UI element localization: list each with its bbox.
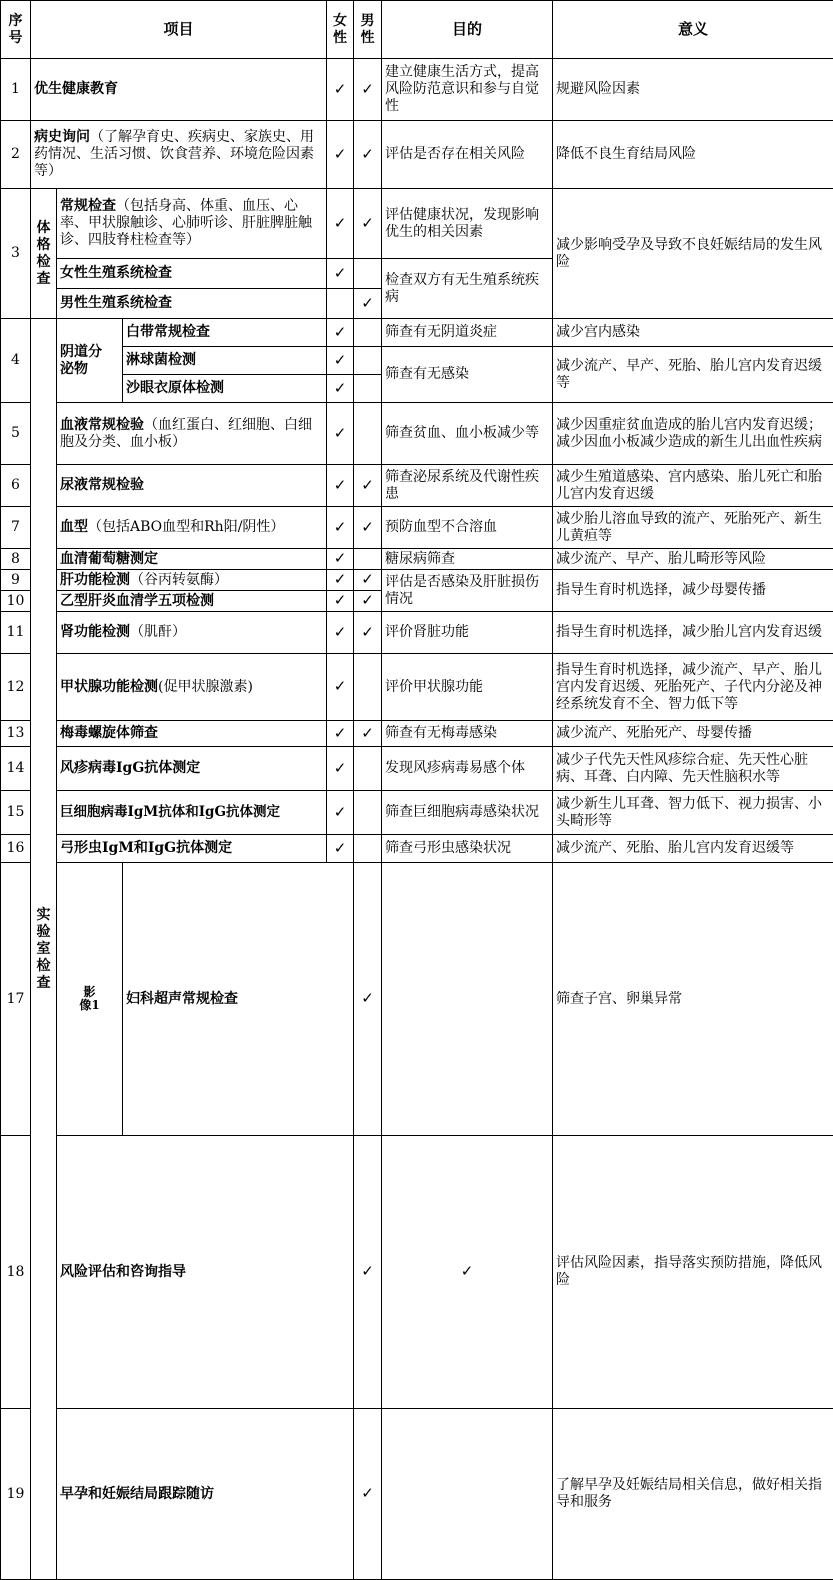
- female-check: [327, 121, 354, 189]
- check-mark-icon: ✓: [361, 145, 374, 163]
- male-check: [354, 59, 382, 121]
- item-note: （包括ABO血型和Rh阳/阴性）: [88, 519, 284, 535]
- group-physical-exam: 体 格 检 查: [31, 189, 57, 319]
- table-row: [1, 1136, 833, 1409]
- purpose-cell: 筛查弓形虫感染状况: [382, 835, 553, 863]
- male-check: [354, 591, 382, 612]
- male-check: [382, 1136, 553, 1409]
- purpose-cell: 筛查有无感染: [382, 347, 553, 403]
- meaning-cell: 减少因重症贫血造成的胎儿宫内发育迟缓；减少因血小板减少造成的新生儿出血性疾病: [553, 403, 833, 465]
- meaning-cell: 指导生育时机选择，减少胎儿宫内发育迟缓: [553, 612, 833, 654]
- item-cell: [57, 570, 327, 591]
- table-row: [1, 654, 833, 721]
- item-note: （血红蛋白、红细胞、白细胞及分类、血小板）: [60, 417, 312, 450]
- female-check: [327, 259, 354, 289]
- check-mark-icon: ✓: [334, 623, 347, 641]
- header-row: [1, 1, 833, 59]
- purpose-cell: 评价肾脏功能: [382, 612, 553, 654]
- item-cell: [123, 347, 327, 375]
- row-number: 14: [1, 747, 31, 791]
- item-cell: [123, 863, 354, 1136]
- row-number: 18: [1, 1136, 31, 1409]
- table-row: [1, 570, 833, 591]
- item-name: 白带常规检查: [126, 324, 210, 340]
- check-mark-icon: ✓: [334, 80, 347, 98]
- row-number: 6: [1, 465, 31, 507]
- male-check: [354, 570, 382, 591]
- female-check: [327, 835, 354, 863]
- female-check: [327, 654, 354, 721]
- item-cell: [57, 747, 327, 791]
- group-imaging: 影 像1: [57, 863, 123, 1136]
- vaginal-group-label: 阴道分 泌物: [57, 319, 123, 403]
- check-mark-icon: ✓: [334, 379, 347, 397]
- male-check: [382, 1409, 553, 1580]
- item-name: 尿液常规检验: [60, 477, 144, 493]
- check-mark-icon: ✓: [334, 724, 347, 742]
- meaning-cell: 减少流产、早产、胎儿畸形等风险: [553, 549, 833, 570]
- male-check: [382, 863, 553, 1136]
- row-number: 19: [1, 1409, 31, 1580]
- check-mark-icon: ✓: [334, 214, 347, 232]
- check-mark-icon: ✓: [361, 1262, 374, 1280]
- check-mark-icon: ✓: [334, 264, 347, 282]
- female-check: [354, 1409, 382, 1580]
- male-check: [354, 259, 382, 289]
- male-check: [354, 835, 382, 863]
- row-number: 4: [1, 319, 31, 403]
- purpose-cell: 了解早孕及妊娠结局相关信息，做好相关指导和服务: [553, 1409, 833, 1580]
- item-cell: [57, 591, 327, 612]
- table-row: [1, 319, 833, 347]
- item-cell: [31, 59, 327, 121]
- purpose-cell: 评估是否存在相关风险: [382, 121, 553, 189]
- header-item: 项目: [31, 1, 327, 59]
- purpose-cell: 筛查有无阴道炎症: [382, 319, 553, 347]
- female-check: [354, 863, 382, 1136]
- item-note: (促甲状腺激素): [158, 679, 253, 695]
- purpose-cell: 评估是否感染及肝脏损伤情况: [382, 570, 553, 612]
- purpose-cell: 评估风险因素，指导落实预防措施，降低风险: [553, 1136, 833, 1409]
- purpose-cell: 评价甲状腺功能: [382, 654, 553, 721]
- row-number: 12: [1, 654, 31, 721]
- item-name: 血清葡萄糖测定: [60, 551, 158, 567]
- item-cell: [57, 465, 327, 507]
- meaning-cell: 规避风险因素: [553, 59, 833, 121]
- female-check: [327, 375, 354, 403]
- check-mark-icon: ✓: [361, 591, 374, 609]
- male-check: [354, 507, 382, 549]
- female-check: [327, 549, 354, 570]
- item-name: 血型: [60, 519, 88, 535]
- check-mark-icon: ✓: [361, 476, 374, 494]
- meaning-cell: 降低不良生育结局风险: [553, 121, 833, 189]
- table-row: [1, 747, 833, 791]
- row-number: 10: [1, 591, 31, 612]
- table-row: [1, 465, 833, 507]
- meaning-cell: 减少流产、死胎、胎儿宫内发育迟缓等: [553, 835, 833, 863]
- row-number: 15: [1, 791, 31, 835]
- female-check: [327, 721, 354, 747]
- male-check: [354, 465, 382, 507]
- check-mark-icon: ✓: [334, 424, 347, 442]
- item-name: 常规检查: [60, 198, 116, 214]
- female-check: [327, 403, 354, 465]
- item-name: 女性生殖系统检查: [60, 265, 172, 281]
- female-check: [327, 465, 354, 507]
- item-cell: [123, 319, 327, 347]
- meaning-cell: 减少生殖道感染、宫内感染、胎儿死亡和胎儿宫内发育迟缓: [553, 465, 833, 507]
- header-male: 男 性: [354, 1, 382, 59]
- check-mark-icon: ✓: [361, 570, 374, 588]
- item-cell: [57, 1409, 354, 1580]
- table-row: [1, 507, 833, 549]
- item-name: 男性生殖系统检查: [60, 295, 172, 311]
- item-cell: [57, 549, 327, 570]
- table-row: [1, 835, 833, 863]
- male-check: [354, 347, 382, 375]
- item-name: 巨细胞病毒IgM抗体和IgG抗体测定: [60, 804, 280, 820]
- female-check: [354, 1136, 382, 1409]
- table-row: [1, 549, 833, 570]
- meaning-cell: 减少影响受孕及导致不良妊娠结局的发生风险: [553, 189, 833, 319]
- meaning-cell: 减少新生儿耳聋、智力低下、视力损害、小头畸形等: [553, 791, 833, 835]
- check-mark-icon: ✓: [334, 145, 347, 163]
- check-mark-icon: ✓: [361, 623, 374, 641]
- item-name: 肾功能检测: [60, 624, 130, 640]
- item-name: 妇科超声常规检查: [126, 991, 238, 1007]
- male-check: [354, 189, 382, 259]
- check-mark-icon: ✓: [361, 80, 374, 98]
- group-lab-exam: 实 验 室 检 查: [31, 319, 57, 1580]
- purpose-cell: 筛查贫血、血小板减少等: [382, 403, 553, 465]
- male-check: [354, 403, 382, 465]
- check-mark-icon: ✓: [461, 1262, 474, 1280]
- purpose-cell: 预防血型不合溶血: [382, 507, 553, 549]
- male-check: [354, 289, 382, 319]
- check-mark-icon: ✓: [361, 1484, 374, 1502]
- header-purpose: 目的: [382, 1, 553, 59]
- row-number: 17: [1, 863, 31, 1136]
- check-mark-icon: ✓: [334, 351, 347, 369]
- check-mark-icon: ✓: [334, 570, 347, 588]
- item-name: 梅毒螺旋体筛查: [60, 725, 158, 741]
- female-check: [327, 189, 354, 259]
- purpose-cell: 筛查子宫、卵巢异常: [553, 863, 833, 1136]
- item-cell: [57, 1136, 354, 1409]
- item-cell: [57, 835, 327, 863]
- female-check: [327, 347, 354, 375]
- table-row: [1, 863, 833, 1136]
- female-check: [327, 59, 354, 121]
- header-meaning: 意义: [553, 1, 833, 59]
- meaning-cell: 减少流产、早产、死胎、胎儿宫内发育迟缓等: [553, 347, 833, 403]
- check-mark-icon: ✓: [334, 759, 347, 777]
- female-check: [327, 289, 354, 319]
- item-cell: [31, 121, 327, 189]
- check-mark-icon: ✓: [361, 518, 374, 536]
- row-number: 7: [1, 507, 31, 549]
- male-check: [354, 654, 382, 721]
- table-row: [1, 721, 833, 747]
- item-name: 血液常规检验: [60, 417, 144, 433]
- female-check: [327, 747, 354, 791]
- item-cell: [57, 791, 327, 835]
- row-number: 13: [1, 721, 31, 747]
- item-cell: [123, 375, 327, 403]
- item-note: （谷丙转氨酶）: [130, 572, 228, 588]
- check-mark-icon: ✓: [334, 518, 347, 536]
- row-number: 2: [1, 121, 31, 189]
- male-check: [354, 747, 382, 791]
- item-cell: [57, 259, 327, 289]
- purpose-cell: 发现风疹病毒易感个体: [382, 747, 553, 791]
- check-mark-icon: ✓: [334, 591, 347, 609]
- item-cell: [57, 612, 327, 654]
- table-row: [1, 403, 833, 465]
- row-number: 8: [1, 549, 31, 570]
- check-mark-icon: ✓: [361, 724, 374, 742]
- female-check: [327, 507, 354, 549]
- item-cell: [57, 721, 327, 747]
- header-female: 女 性: [327, 1, 354, 59]
- male-check: [354, 721, 382, 747]
- male-check: [354, 375, 382, 403]
- row-number: 5: [1, 403, 31, 465]
- item-name: 肝功能检测: [60, 572, 130, 588]
- purpose-cell: 筛查有无梅毒感染: [382, 721, 553, 747]
- check-mark-icon: ✓: [334, 839, 347, 857]
- purpose-cell: 筛查巨细胞病毒感染状况: [382, 791, 553, 835]
- purpose-cell: 评估健康状况，发现影响优生的相关因素: [382, 189, 553, 259]
- male-check: [354, 791, 382, 835]
- item-cell: [57, 403, 327, 465]
- female-check: [327, 591, 354, 612]
- purpose-cell: 检查双方有无生殖系统疾病: [382, 259, 553, 319]
- item-name: 早孕和妊娠结局跟踪随访: [60, 1486, 214, 1502]
- item-cell: [57, 289, 327, 319]
- item-name: 风险评估和咨询指导: [60, 1264, 186, 1280]
- row-number: 16: [1, 835, 31, 863]
- row-number: 9: [1, 570, 31, 591]
- table-row: [1, 121, 833, 189]
- purpose-cell: 筛查泌尿系统及代谢性疾患: [382, 465, 553, 507]
- female-check: [327, 612, 354, 654]
- check-mark-icon: ✓: [334, 323, 347, 341]
- check-mark-icon: ✓: [361, 989, 374, 1007]
- meaning-cell: 减少宫内感染: [553, 319, 833, 347]
- meaning-cell: 指导生育时机选择，减少母婴传播: [553, 570, 833, 612]
- item-note: （了解孕育史、疾病史、家族史、用药情况、生活习惯、饮食营养、环境危险因素等）: [34, 129, 314, 179]
- item-name: 乙型肝炎血清学五项检测: [60, 593, 214, 609]
- meaning-cell: 减少流产、死胎死产、母婴传播: [553, 721, 833, 747]
- item-cell: [57, 507, 327, 549]
- meaning-cell: 减少胎儿溶血导致的流产、死胎死产、新生儿黄疸等: [553, 507, 833, 549]
- item-note: （肌酐）: [130, 624, 186, 640]
- check-mark-icon: ✓: [334, 476, 347, 494]
- meaning-cell: 指导生育时机选择，减少流产、早产、胎儿宫内发育迟缓、死胎死产、子代内分泌及神经系统发育不全、智力低下等: [553, 654, 833, 721]
- table-row: [1, 189, 833, 259]
- item-cell: [57, 189, 327, 259]
- header-seq: 序 号: [1, 1, 31, 59]
- check-mark-icon: ✓: [361, 214, 374, 232]
- item-name: 弓形虫IgM和IgG抗体测定: [60, 840, 232, 856]
- table-row: [1, 59, 833, 121]
- table-row: [1, 1409, 833, 1580]
- row-number: 3: [1, 189, 31, 319]
- female-check: [327, 791, 354, 835]
- meaning-cell: 减少子代先天性风疹综合症、先天性心脏病、耳聋、白内障、先天性脑积水等: [553, 747, 833, 791]
- table-row: [1, 612, 833, 654]
- row-number: 11: [1, 612, 31, 654]
- male-check: [354, 549, 382, 570]
- item-name: 淋球菌检测: [126, 352, 196, 368]
- check-mark-icon: ✓: [334, 549, 347, 567]
- check-mark-icon: ✓: [361, 294, 374, 312]
- male-check: [354, 121, 382, 189]
- male-check: [354, 319, 382, 347]
- table-row: [1, 347, 833, 375]
- female-check: [327, 570, 354, 591]
- item-name: 病史询问: [34, 129, 90, 145]
- check-mark-icon: ✓: [334, 803, 347, 821]
- purpose-cell: 糖尿病筛查: [382, 549, 553, 570]
- purpose-cell: 建立健康生活方式，提高风险防范意识和参与自觉性: [382, 59, 553, 121]
- item-name: 沙眼衣原体检测: [126, 380, 224, 396]
- item-name: 优生健康教育: [34, 81, 118, 97]
- item-cell: [57, 654, 327, 721]
- check-mark-icon: ✓: [334, 677, 347, 695]
- row-number: 1: [1, 59, 31, 121]
- table-row: [1, 791, 833, 835]
- item-name: 风疹病毒IgG抗体测定: [60, 760, 200, 776]
- item-note: （包括身高、体重、血压、心率、甲状腺触诊、心肺听诊、肝脏脾脏触诊、四肢脊柱检查等）: [60, 198, 312, 248]
- item-name: 甲状腺功能检测: [60, 679, 158, 695]
- female-check: [327, 319, 354, 347]
- male-check: [354, 612, 382, 654]
